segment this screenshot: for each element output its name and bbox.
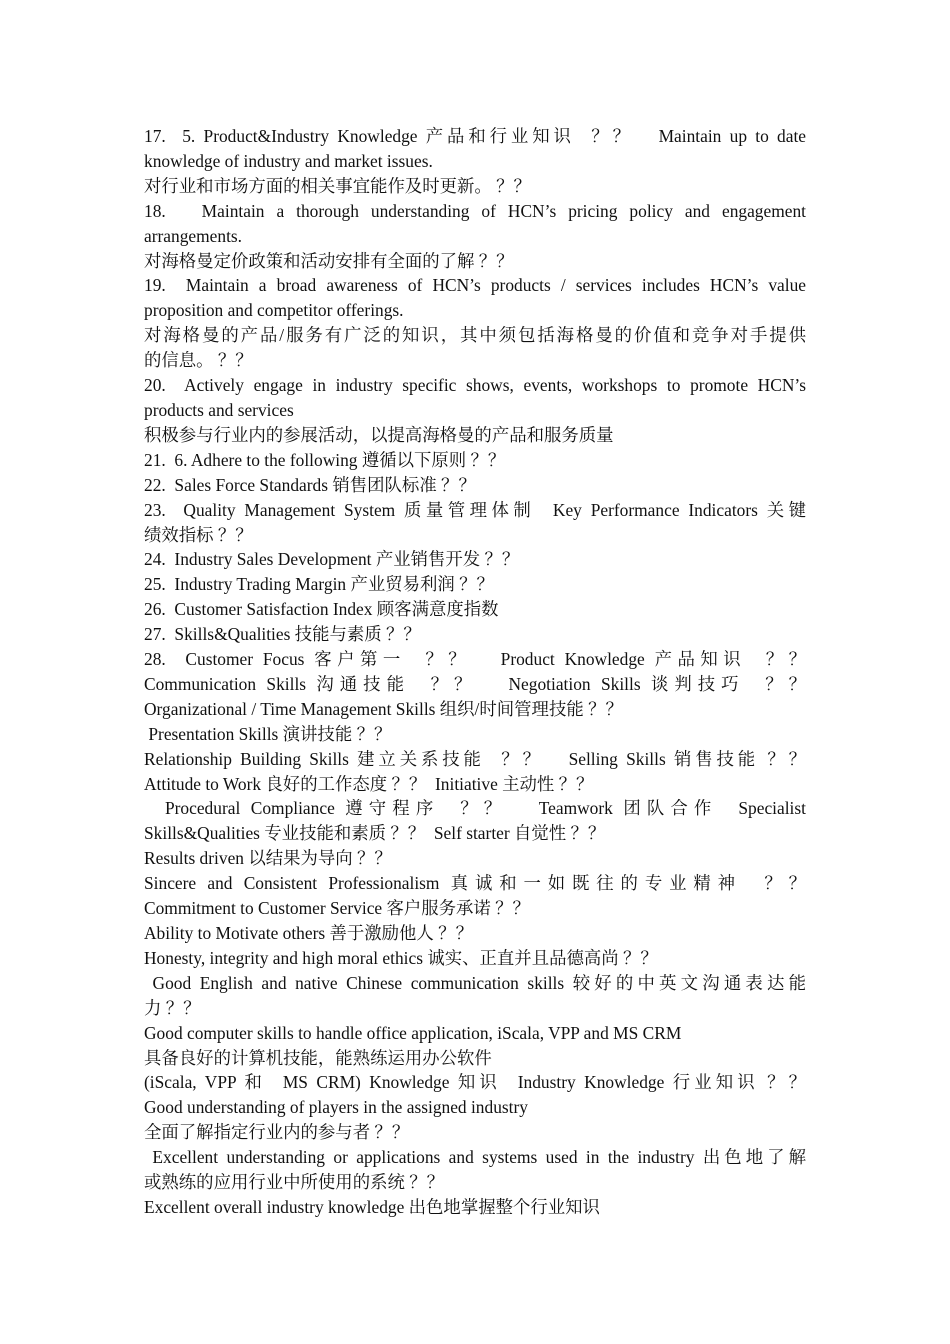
text-line: 积极参与行业内的参展活动，以提高海格曼的产品和服务质量	[144, 424, 614, 445]
text-line: 24. Industry Sales Development 产业销售开发 ？？	[144, 549, 520, 570]
text-line: 23. Quality Management System 质量管理体制 Key Performance Indicators 关键	[144, 499, 806, 520]
text-line: 对海格曼的产品/服务有广泛的知识，其中须包括海格曼的价值和竞争对手提供	[144, 325, 806, 346]
text-line: proposition and competitor offerings.	[144, 300, 404, 321]
text-line: products and services	[144, 399, 294, 420]
text-line: Attitude to Work 良好的工作态度 ？？ Initiative 主动性 ？？	[144, 773, 594, 794]
text-line: Presentation Skills 演讲技能 ？？	[144, 723, 392, 744]
text-line: Good understanding of players in the assigned industry	[144, 1097, 528, 1118]
text-line: 22. Sales Force Standards 销售团队标准 ？？	[144, 474, 476, 495]
text-line: Skills&Qualities 专业技能和素质 ？？ Self starter 自觉性 ？？	[144, 823, 606, 844]
text-line: 17. 5. Product&Industry Knowledge 产品和行业知识 ？？ Maintain up to date	[144, 126, 806, 146]
text-line: 或熟练的应用行业中所使用的系统 ？？	[144, 1172, 444, 1193]
text-line: 26. Customer Satisfaction Index 顾客满意度指数	[144, 599, 499, 620]
text-line: 对行业和市场方面的相关事宜能作及时更新。 ？？	[144, 175, 531, 196]
text-line: Excellent understanding or applications and systems used in the industry 出色地了解	[144, 1147, 806, 1168]
text-line: 对海格曼定价政策和活动安排有全面的了解 ？？	[144, 250, 514, 271]
text-line: 的信息。 ？？	[144, 350, 253, 371]
text-line: Good English and native Chinese communication skills 较好的中英文沟通表达能	[144, 972, 806, 993]
text-line: Excellent overall industry knowledge 出色地掌握整个行业知识	[144, 1196, 600, 1217]
text-line: 20. Actively engage in industry specific shows, events, workshops to promote HCN’s	[144, 375, 806, 396]
text-line: Results driven 以结果为导向 ？？	[144, 848, 392, 869]
text-line: 具备良好的计算机技能，能熟练运用办公软件	[144, 1047, 492, 1068]
text-line: Ability to Motivate others 善于激励他人 ？？	[144, 923, 473, 943]
text-line: 18. Maintain a thorough understanding of HCN’s pricing policy and engagement	[144, 200, 806, 221]
text-line: Procedural Compliance 遵守程序 ？？ Teamwork 团队合作 Specialist	[144, 798, 806, 819]
text-line: 25. Industry Trading Margin 产业贸易利润 ？？	[144, 574, 494, 595]
text-line: (iScala, VPP 和 MS CRM) Knowledge 知识 Industry Knowledge 行业知识 ？？	[144, 1072, 806, 1093]
text-line: Relationship Building Skills 建立关系技能 ？？ Selling Skills 销售技能 ？？	[144, 748, 806, 769]
text-line: 27. Skills&Qualities 技能与素质 ？？	[144, 624, 421, 645]
text-line: 绩效指标 ？？	[144, 524, 253, 545]
text-line: Organizational / Time Management Skills 组织/时间管理技能 ？？	[144, 698, 623, 719]
text-line: arrangements.	[144, 225, 243, 246]
text-line: Honesty, integrity and high moral ethics 诚实、正直并且品德高尚 ？？	[144, 947, 658, 968]
text-line: Good computer skills to handle office application, iScala, VPP and MS CRM	[144, 1022, 682, 1043]
text-line: 19. Maintain a broad awareness of HCN’s products / services includes HCN’s value	[144, 275, 806, 296]
text-line: Commitment to Customer Service 客户服务承诺 ？？	[144, 898, 530, 919]
text-line: 力 ？？	[144, 997, 201, 1018]
text-line: knowledge of industry and market issues.	[144, 150, 433, 171]
text-line: Communication Skills 沟通技能 ？？ Negotiation Skills 谈判技巧 ？？	[144, 673, 806, 694]
document-body	[144, 124, 806, 1220]
text-line: 21. 6. Adhere to the following 遵循以下原则 ？？	[144, 449, 506, 470]
text-line: 全面了解指定行业内的参与者 ？？	[144, 1122, 410, 1143]
text-line: Sincere and Consistent Professionalism 真诚和一如既往的专业精神 ？？	[144, 873, 806, 894]
text-line: 28. Customer Focus 客户第一 ？？ Product Knowledge 产品知识 ？？	[144, 649, 806, 670]
